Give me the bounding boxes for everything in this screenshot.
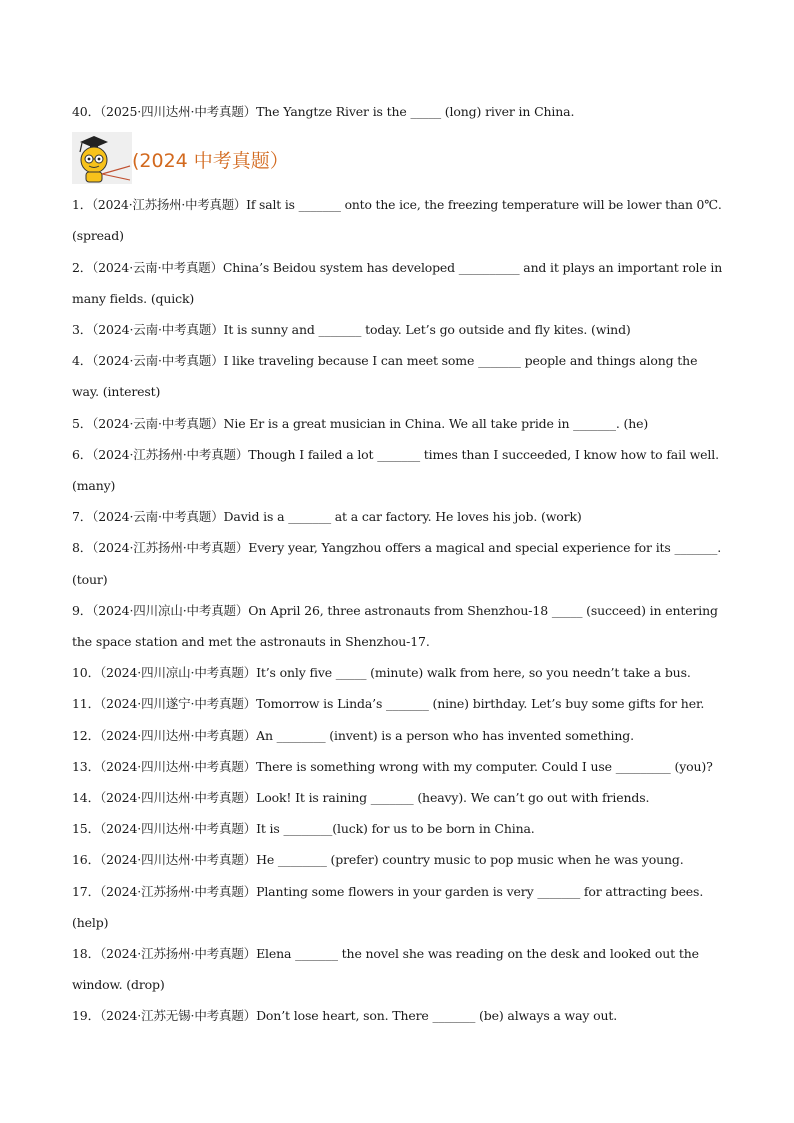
question-13: 13．（2024·四川达州·中考真题）There is something wrong with my computer. Could I use _________ (you)? bbox=[72, 759, 713, 774]
question-18: 18．（2024·江苏扬州·中考真题）Elena _______ the novel she was reading on the desk and looked out the bbox=[72, 946, 699, 961]
question-5: 5．（2024·云南·中考真题）Nie Er is a great musician in China. We all take pride in _______. (he) bbox=[72, 416, 649, 431]
question-11: 11．（2024·四川遂宁·中考真题）Tomorrow is Linda’s _______ (nine) birthday. Let’s buy some gifts for her. bbox=[72, 696, 705, 711]
question-6-line2: (many) bbox=[72, 478, 116, 493]
question-3: 3．（2024·云南·中考真题）It is sunny and _______ today. Let’s go outside and fly kites. (wind) bbox=[72, 322, 631, 337]
question-19: 19．（2024·江苏无锡·中考真题）Don’t lose heart, son. There _______ (be) always a way out. bbox=[72, 1008, 618, 1023]
question-6: 6．（2024·江苏扬州·中考真题）Though I failed a lot _______ times than I succeeded, I know how to fail well. bbox=[72, 447, 719, 462]
question-40: 40．（2025·四川达州·中考真题）The Yangtze River is the _____ (long) river in China. bbox=[72, 104, 575, 119]
question-14: 14．（2024·四川达州·中考真题）Look! It is raining _______ (heavy). We can’t go out with friends. bbox=[72, 790, 650, 805]
question-4: 4．（2024·云南·中考真题）I like traveling because I can meet some _______ people and things along the bbox=[72, 353, 698, 368]
question-1-line2: (spread) bbox=[72, 228, 124, 243]
question-9: 9．（2024·四川凉山·中考真题）On April 26, three astronauts from Shenzhou-18 _____ (succeed) in entering bbox=[72, 603, 718, 618]
question-16: 16．（2024·四川达州·中考真题）He ________ (prefer) country music to pop music when he was young. bbox=[72, 852, 684, 867]
question-12: 12．（2024·四川达州·中考真题）An ________ (invent) is a person who has invented something. bbox=[72, 728, 634, 743]
question-7: 7．（2024·云南·中考真题）David is a _______ at a car factory. He loves his job. (work) bbox=[72, 509, 582, 524]
question-8-line2: (tour) bbox=[72, 572, 108, 587]
question-10: 10．（2024·四川凉山·中考真题）It’s only five _____ (minute) walk from here, so you needn’t take a bus. bbox=[72, 665, 691, 680]
question-1: 1．（2024·江苏扬州·中考真题）If salt is _______ onto the ice, the freezing temperature will be lower than 0℃. bbox=[72, 197, 722, 212]
student-mascot-icon bbox=[72, 132, 132, 184]
section-title: (2024 中考真题） bbox=[132, 150, 289, 172]
question-2: 2．（2024·云南·中考真题）China’s Beidou system has developed __________ and it plays an important role in bbox=[72, 260, 723, 275]
question-8: 8．（2024·江苏扬州·中考真题）Every year, Yangzhou offers a magical and special experience for its _______. bbox=[72, 540, 722, 555]
question-18-line2: window. (drop) bbox=[72, 977, 165, 992]
section-header bbox=[72, 132, 372, 184]
question-17-line2: (help) bbox=[72, 915, 109, 930]
question-15: 15．（2024·四川达州·中考真题）It is ________(luck) for us to be born in China. bbox=[72, 821, 535, 836]
question-4-line2: way. (interest) bbox=[72, 384, 161, 399]
question-17: 17．（2024·江苏扬州·中考真题）Planting some flowers in your garden is very _______ for attracting bees. bbox=[72, 884, 704, 899]
question-2-line2: many fields. (quick) bbox=[72, 291, 195, 306]
question-9-line2: the space station and met the astronauts in Shenzhou-17. bbox=[72, 634, 430, 649]
